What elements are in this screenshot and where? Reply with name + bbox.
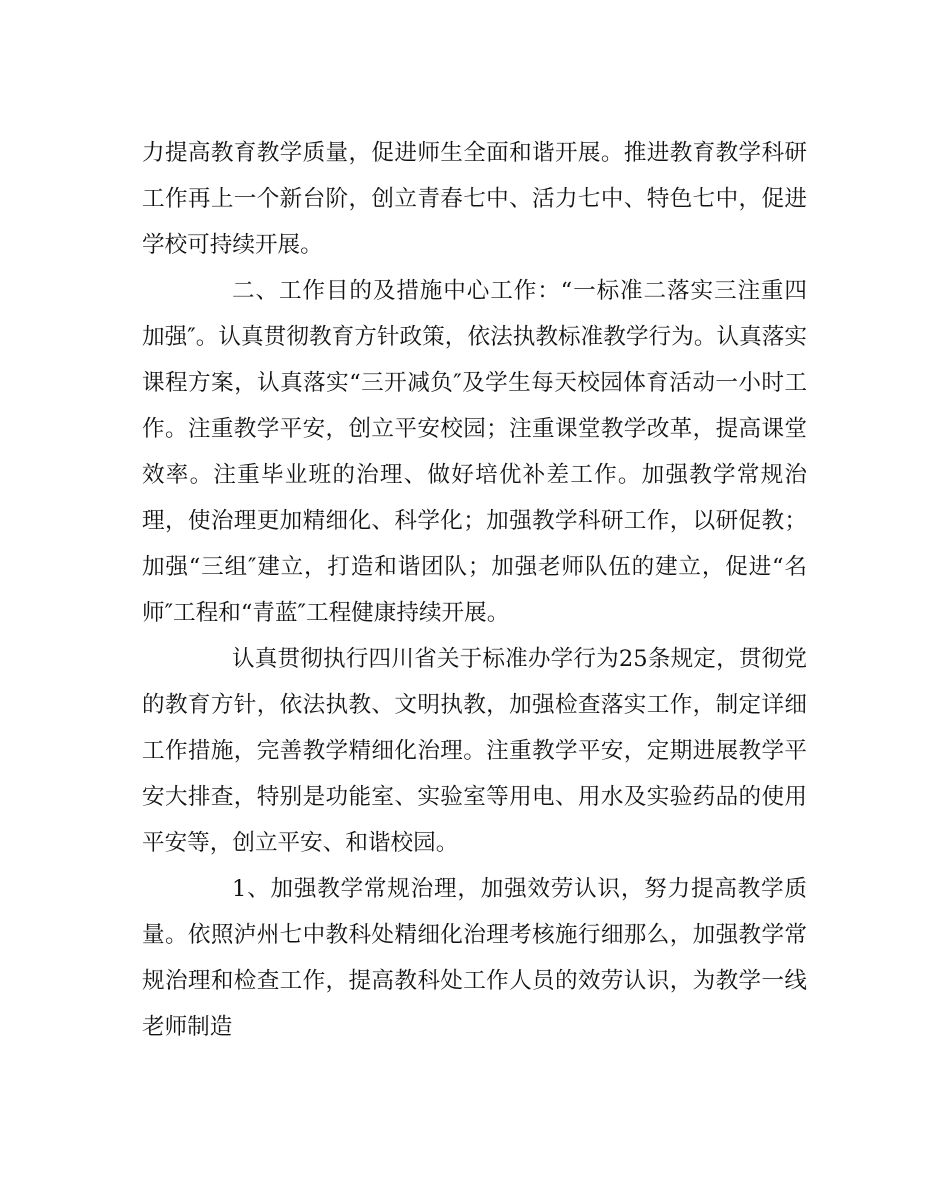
document-page <box>142 130 807 1050</box>
paragraph-intro-continuation: 力提高教育教学质量，促进师生全面和谐开展。推进教育教学科研工作再上一个新台阶，创立青春七中、活力七中、特色七中，促进学校可持续开展。 <box>142 140 807 258</box>
paragraph-item-one: 1、加强教学常规治理，加强效劳认识，努力提高教学质量。依照泸州七中教科处精细化治理考核施行细那么，加强教学常规治理和检查工作，提高教科处工作人员的效劳认识，为教学一线老师制造 <box>142 876 807 1040</box>
paragraph-section-two-goals: 二、工作目的及措施中心工作：“一标准二落实三注重四加强″。认真贯彻教育方针政策，依法执教标准教学行为。认真落实课程方案，认真落实“三开减负″及学生每天校园体育活动一小时工作。注重教学平安，创立平安校园；注重课堂教学改革，提高课堂效率。注重毕业班的治理、做好培优补差工作。加强教学常规治理，使治理更加精细化、科学化；加强教学科研工作，以研促教；加强“三组″建立，打造和谐团队；加强老师队伍的建立，促进“名师″工程和“青蓝″工程健康持续开展。 <box>142 278 807 626</box>
paragraph-regulations: 认真贯彻执行四川省关于标准办学行为25条规定，贯彻党的教育方针，依法执教、文明执教，加强检查落实工作，制定详细工作措施，完善教学精细化治理。注重教学平安，定期进展教学平安大排查，特别是功能室、实验室等用电、用水及实验药品的使用平安等，创立平安、和谐校园。 <box>142 646 807 856</box>
